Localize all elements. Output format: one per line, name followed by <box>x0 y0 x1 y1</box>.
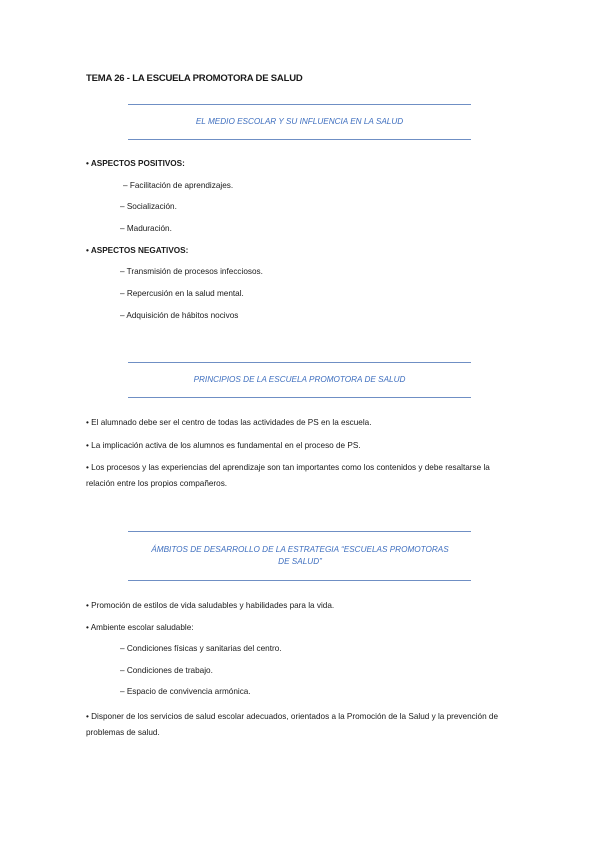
list-item: • El alumnado debe ser el centro de todas las actividades de PS en la escuela. <box>86 418 372 427</box>
list-item: – Condiciones físicas y sanitarias del centro. <box>120 644 282 653</box>
document-title: TEMA 26 - LA ESCUELA PROMOTORA DE SALUD <box>86 73 303 84</box>
list-item: – Transmisión de procesos infecciosos. <box>120 267 263 276</box>
list-item: – Socialización. <box>120 202 177 211</box>
list-item: • Ambiente escolar saludable: <box>86 623 194 632</box>
section-rule-top <box>128 531 471 532</box>
positivos-label: • ASPECTOS POSITIVOS: <box>86 159 185 168</box>
section-rule-bottom <box>128 580 471 581</box>
list-item: – Espacio de convivencia armónica. <box>120 687 251 696</box>
section-rule-top <box>128 362 471 363</box>
list-item: • Promoción de estilos de vida saludables y habilidades para la vida. <box>86 601 335 610</box>
list-item: – Repercusión en la salud mental. <box>120 289 244 298</box>
paragraph: • Los procesos y las experiencias del aprendizaje son tan importantes como los contenidos y debe resaltarse la relación entre los propios compañeros. <box>86 463 490 488</box>
section-heading: EL MEDIO ESCOLAR Y SU INFLUENCIA EN LA SALUD <box>195 117 404 126</box>
section-heading: ÁMBITOS DE DESARROLLO DE LA ESTRATEGIA “ESCUELAS PROMOTORAS DE SALUD” <box>151 545 449 566</box>
list-item: – Maduración. <box>120 224 172 233</box>
negativos-label: • ASPECTOS NEGATIVOS: <box>86 246 189 255</box>
section-rule-bottom <box>128 139 471 140</box>
section-heading: PRINCIPIOS DE LA ESCUELA PROMOTORA DE SALUD <box>193 375 406 384</box>
section-rule-top <box>128 104 471 105</box>
list-item: – Condiciones de trabajo. <box>120 666 213 675</box>
list-item: • La implicación activa de los alumnos es fundamental en el proceso de PS. <box>86 441 361 450</box>
list-item: – Facilitación de aprendizajes. <box>123 181 234 190</box>
list-item: – Adquisición de hábitos nocivos <box>120 311 239 320</box>
paragraph: • Disponer de los servicios de salud escolar adecuados, orientados a la Promoción de la Salud y la prevención de problemas de salud. <box>86 712 499 737</box>
section-rule-bottom <box>128 397 471 398</box>
